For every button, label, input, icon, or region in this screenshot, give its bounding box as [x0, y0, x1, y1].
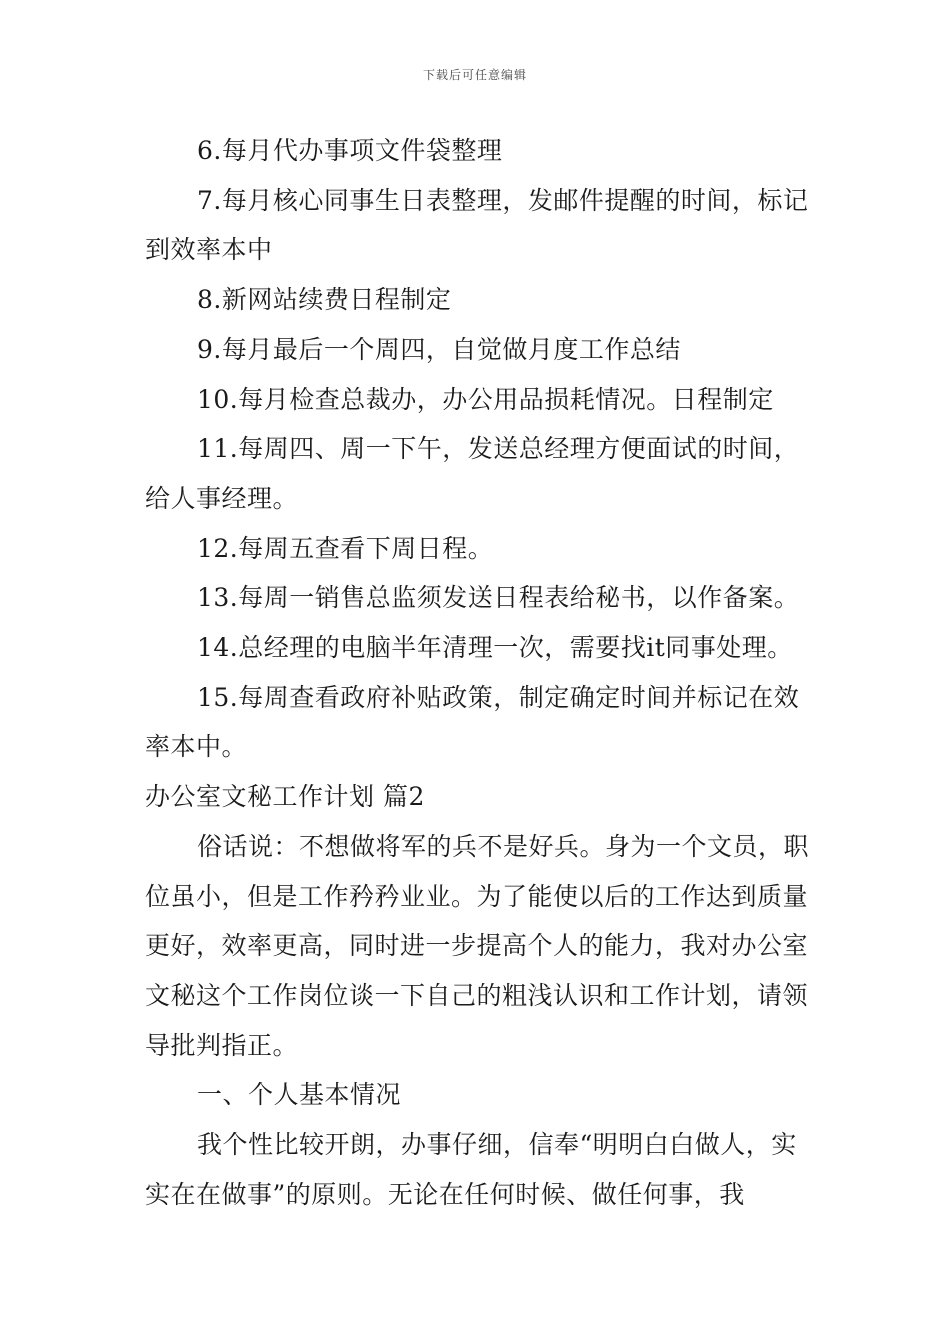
- list-item: 10.每月检查总裁办，办公用品损耗情况。日程制定: [197, 384, 774, 414]
- list-item: 9.每月最后一个周四，自觉做月度工作总结: [197, 334, 681, 364]
- list-item: 14.总经理的电脑半年清理一次，需要找it同事处理。: [197, 633, 793, 663]
- list-item: 12.每周五查看下周日程。: [197, 533, 494, 563]
- list-item: 13.每周一销售总监须发送日程表给秘书，以作备案。: [197, 583, 800, 613]
- subsection-heading: 一、个人基本情况: [197, 1080, 402, 1110]
- list-item: 15.每周查看政府补贴政策，制定确定时间并标记在效率本中。: [145, 682, 800, 762]
- body-paragraph: 我个性比较开朗，办事仔细，信奉“明明白白做人，实实在在做事”的原则。无论在任何时候、做任何事，我: [145, 1130, 797, 1209]
- page-header-note: 下载后可任意编辑: [422, 68, 527, 82]
- list-item: 11.每周四、周一下午，发送总经理方便面试的时间，给人事经理。: [145, 434, 800, 513]
- body-paragraph: 俗话说：不想做将军的兵不是好兵。身为一个文员，职位虽小，但是工作矜矜业业。为了能使以后的工作达到质量更好，效率更高，同时进一步提高个人的能力，我对办公室文秘这个工作岗位谈一下自己的粗浅认识和工作计划，请领导批判指正。: [145, 831, 810, 1060]
- list-item: 6.每月代办事项文件袋整理: [197, 136, 503, 165]
- section-heading: 办公室文秘工作计划 篇2: [145, 782, 425, 812]
- list-item: 8.新网站续费日程制定: [197, 285, 452, 315]
- document-body: [145, 126, 810, 1219]
- list-item: 7.每月核心同事生日表整理，发邮件提醒的时间，标记到效率本中: [145, 185, 809, 265]
